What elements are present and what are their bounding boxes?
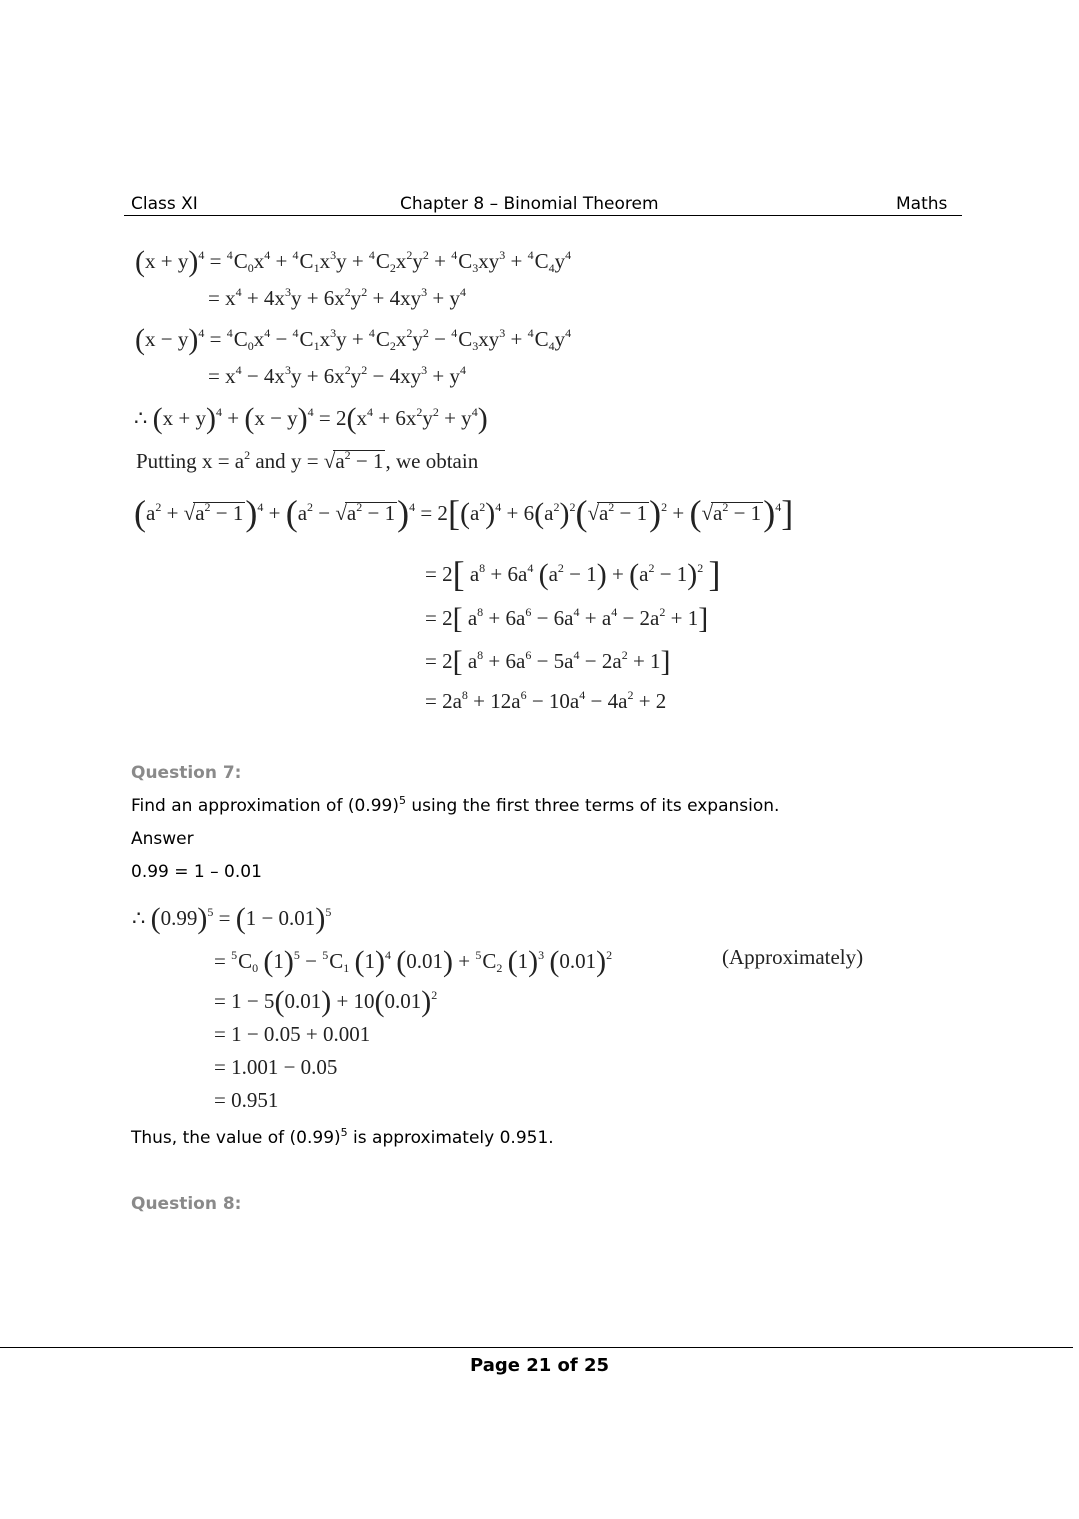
expansion-minus: $(x - y)^4 = ^4C_0x^4 - ^4C_1x^3y + ^4C_2x^2y^2 - ^4C_3xy^3 + ^4C_4y^4$	[135, 323, 572, 356]
substituted-expression: $(a^2 + √a^2 - 1)^4 + (a^2 - √a^2 - 1)^4 = 2[(a^2)^4 + 6(a^2)^2(√a^2 - 1)^2 + (√a^2 - 1)^4]$	[134, 493, 794, 533]
header-divider	[124, 215, 962, 216]
putting-prefix: Putting	[136, 449, 197, 473]
expansion-plus-simplified: = $x^4 + 4x^3y + 6x^2y^2 + 4xy^3 + y^4$	[208, 285, 466, 310]
sum-result: ∴ $(x + y)^4 + (x - y)^4 = 2(x^4 + 6x^2y^2 + y^4)$	[134, 402, 488, 435]
y-substitution: y =	[290, 449, 319, 473]
x-substitution: x = a	[201, 449, 245, 473]
header-subject: Maths	[896, 194, 948, 214]
q7-step-5: = 0.951	[214, 1088, 279, 1112]
q7-step-0: ∴ $(0.99)^5 = (1 - 0.01)^5$	[132, 902, 332, 935]
header-class: Class XI	[131, 194, 198, 214]
q7-step-4: = 1.001 − 0.05	[214, 1055, 338, 1079]
step-3: = 2[ $a^8 + 6a^6 - 5a^4 - 2a^2 + 1$]	[425, 645, 671, 678]
question-7-conclusion: Thus, the value of $(0.99)^5$ is approximately 0.951.	[131, 1126, 554, 1148]
sqrt-icon: √	[323, 449, 336, 473]
header-chapter-title: Chapter 8 – Binomial Theorem	[400, 194, 659, 214]
q7-step-1: = $^5C_0$ $(1)^5 - ^5C_1$ $(1)^4$ $(0.01) + ^5C_2$ $(1)^3$ $(0.01)^2$	[214, 945, 613, 978]
footer-divider	[0, 1347, 1073, 1348]
answer-line-1: 0.99 = 1 – 0.01	[131, 862, 262, 882]
step-2: = 2[ $a^8 + 6a^6 - 6a^4 + a^4 - 2a^2 + 1$]	[425, 602, 709, 635]
answer-label: Answer	[131, 829, 194, 849]
expansion-plus: $(x + y)^4 = ^4C_0x^4 + ^4C_1x^3y + ^4C_2x^2y^2 + ^4C_3xy^3 + ^4C_4y^4$	[135, 245, 572, 278]
page-number: Page 21 of 25	[470, 1355, 610, 1376]
step-1: = 2[ $a^8 + 6a^4$ $(a^2 - 1) + (a^2 - 1)^2$ ]	[425, 554, 721, 594]
question-7-title: Question 7:	[131, 763, 242, 783]
q7-step-2: = $1 - 5(0.01) + 10(0.01)^2$	[214, 985, 438, 1018]
step-4: = $2a^8 + 12a^6 - 10a^4 - 4a^2 + 2$	[425, 688, 667, 713]
q7-step-3: = 1 − 0.05 + 0.001	[214, 1022, 371, 1046]
approximately-note: (Approximately)	[722, 945, 864, 969]
expansion-minus-simplified: = $x^4 - 4x^3y + 6x^2y^2 - 4xy^3 + y^4$	[208, 363, 466, 388]
question-7-prompt: Find an approximation of $(0.99)^5$ using the first three terms of its expansion.	[131, 794, 780, 816]
and-word: and	[255, 449, 286, 473]
putting-suffix: , we obtain	[385, 449, 479, 473]
question-8-title: Question 8:	[131, 1194, 242, 1214]
substitution-line: Putting $x = a^2$ and $y = √a^2 - 1$, we obtain	[136, 448, 479, 473]
